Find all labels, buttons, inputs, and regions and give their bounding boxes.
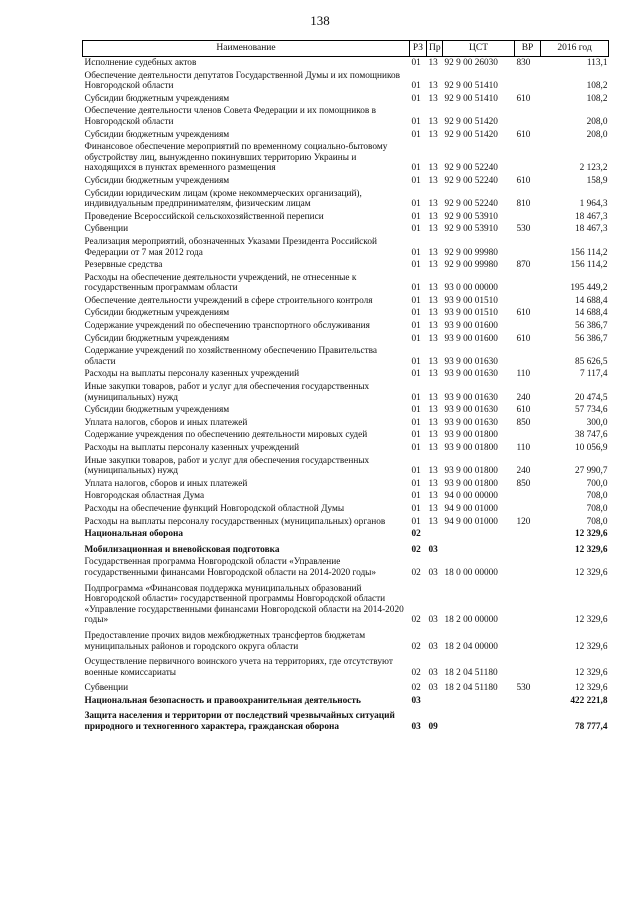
table-row [83, 478, 609, 491]
row-amount: 158,9 [586, 175, 608, 186]
row-name: Осуществление первичного воинского учета на территориях, где отсутствуют военные комиссариаты [84, 657, 393, 678]
row-name: Национальная оборона [84, 529, 183, 540]
row-vr: 240 [516, 392, 531, 403]
row-cst [443, 695, 515, 708]
row-pr: 13 [428, 333, 438, 344]
row-amount: 12 329,6 [574, 667, 608, 678]
row-vr: 850 [516, 417, 531, 428]
row-pr: 13 [428, 175, 438, 186]
row-pr: 13 [428, 163, 438, 174]
header-cst: ЦСТ [443, 41, 515, 57]
row-vr [515, 528, 541, 541]
row-cst: 93 9 00 01600 [444, 333, 498, 344]
row-pr: 13 [428, 81, 438, 92]
row-cst [443, 707, 515, 733]
row-vr: 610 [516, 129, 531, 140]
row-pr [427, 695, 443, 708]
row-amount: 57 734,6 [574, 405, 608, 416]
row-rz: 01 [411, 295, 421, 306]
row-cst: 93 9 00 01800 [444, 478, 498, 489]
row-amount: 10 056,9 [574, 443, 608, 453]
row-rz: 01 [411, 93, 421, 104]
row-name: Расходы на обеспечение функций Новгородской областной Думы [84, 503, 345, 514]
row-amount: 20 474,5 [574, 392, 608, 403]
row-amount: 422 221,8 [570, 695, 608, 706]
row-vr [515, 320, 541, 333]
row-pr: 13 [428, 491, 438, 502]
row-name: Содержание учреждений по хозяйственному обеспечению Правительства области [84, 346, 378, 367]
row-cst: 18 2 04 51180 [444, 667, 498, 678]
row-cst: 92 9 00 26030 [444, 58, 498, 68]
table-row [83, 442, 609, 455]
row-cst: 92 9 00 52240 [444, 199, 498, 210]
row-rz: 01 [411, 199, 421, 210]
table-row [83, 541, 609, 557]
row-rz: 01 [411, 516, 421, 527]
row-vr [515, 490, 541, 503]
row-vr: 870 [516, 260, 531, 271]
table-row [83, 345, 609, 368]
row-amount: 113,1 [586, 58, 608, 68]
row-cst: 93 9 00 01630 [444, 392, 498, 403]
row-cst: 93 9 00 01630 [444, 405, 498, 416]
row-amount: 12 329,6 [574, 615, 608, 626]
row-vr [515, 211, 541, 224]
row-rz: 01 [411, 175, 421, 186]
row-rz: 01 [411, 58, 421, 68]
row-pr: 13 [428, 417, 438, 428]
row-amount: 300,0 [586, 417, 608, 428]
row-cst: 92 9 00 53910 [444, 211, 498, 222]
row-name: Субсидии бюджетным учреждениям [84, 93, 230, 104]
row-pr: 03 [428, 667, 438, 678]
row-rz: 02 [411, 544, 421, 555]
table-row [83, 627, 609, 653]
row-pr: 09 [428, 722, 438, 733]
row-vr: 120 [516, 516, 531, 527]
table-row [83, 307, 609, 320]
row-vr [515, 70, 541, 93]
row-pr: 13 [428, 260, 438, 271]
row-vr: 530 [516, 683, 531, 694]
row-vr: 810 [516, 199, 531, 210]
row-amount: 14 688,4 [574, 295, 608, 306]
row-name: Расходы на выплаты персоналу государственных (муниципальных) органов [84, 516, 386, 527]
header-pr: Пр [427, 41, 443, 57]
row-vr: 110 [516, 443, 531, 453]
row-amount: 12 329,6 [574, 567, 608, 578]
row-pr: 13 [428, 295, 438, 306]
row-name: Новгородская областная Дума [84, 491, 205, 502]
row-cst: 92 9 00 52240 [444, 163, 498, 174]
row-cst: 92 9 00 99980 [444, 247, 498, 258]
table-row [83, 695, 609, 708]
row-cst: 92 9 00 52240 [444, 175, 498, 186]
row-cst: 18 0 00 00000 [444, 567, 498, 578]
row-cst: 18 2 00 00000 [444, 615, 498, 626]
row-amount: 27 990,7 [574, 466, 608, 477]
row-cst: 93 9 00 01510 [444, 308, 498, 319]
row-pr: 13 [428, 405, 438, 416]
row-vr: 610 [516, 333, 531, 344]
row-cst [443, 541, 515, 557]
row-rz: 01 [411, 308, 421, 319]
table-row [83, 580, 609, 627]
row-name: Субсидии бюджетным учреждениям [84, 333, 230, 344]
row-vr [515, 272, 541, 295]
row-name: Реализация мероприятий, обозначенных Указами Президента Российской Федерации от 7 мая 2012 года [84, 236, 377, 258]
row-name: Подпрограмма «Финансовая поддержка муниципальных образований Новгородской области» государственной программы Новгородской области «Управление государственными финансами Новгородской области на 2014-2020 годы» [84, 583, 404, 626]
budget-table [82, 40, 609, 734]
row-rz: 01 [411, 333, 421, 344]
row-pr: 13 [428, 430, 438, 441]
row-name: Обеспечение деятельности депутатов Государственной Думы и их помощников Новгородской области [84, 70, 401, 92]
row-vr [515, 345, 541, 368]
row-cst: 92 9 00 99980 [444, 260, 498, 271]
table-row [83, 259, 609, 272]
table-row [83, 320, 609, 333]
row-rz: 01 [411, 491, 421, 502]
row-vr [515, 429, 541, 442]
table-row [83, 528, 609, 541]
row-name: Расходы на выплаты персоналу казенных учреждений [84, 369, 300, 380]
row-vr [515, 141, 541, 175]
table-row [83, 653, 609, 679]
row-vr [515, 653, 541, 679]
row-amount: 12 329,6 [574, 683, 608, 694]
table-row [83, 129, 609, 142]
header-name: Наименование [83, 41, 410, 57]
row-amount: 12 329,6 [574, 529, 608, 540]
row-vr [515, 541, 541, 557]
row-rz: 01 [411, 478, 421, 489]
row-pr: 13 [428, 211, 438, 222]
row-cst: 93 9 00 01800 [444, 443, 498, 453]
row-rz: 01 [411, 369, 421, 380]
row-amount: 108,2 [586, 93, 608, 104]
row-vr [515, 556, 541, 579]
row-rz: 01 [411, 163, 421, 174]
table-row [83, 417, 609, 430]
row-pr: 13 [428, 116, 438, 127]
row-pr: 03 [428, 641, 438, 652]
row-name: Расходы на обеспечение деятельности учреждений, не отнесенные к государственным программам области [84, 272, 357, 294]
row-vr: 110 [516, 369, 531, 380]
row-amount: 156 114,2 [570, 247, 608, 258]
row-name: Обеспечение деятельности учреждений в сфере строительного контроля [84, 295, 373, 306]
row-amount: 56 386,7 [574, 333, 608, 344]
row-rz: 03 [411, 695, 421, 706]
header-rz: РЗ [410, 41, 427, 57]
row-pr: 13 [428, 369, 438, 380]
row-cst: 92 9 00 51420 [444, 129, 498, 140]
row-rz: 01 [411, 247, 421, 258]
row-amount: 56 386,7 [574, 321, 608, 332]
row-rz: 01 [411, 116, 421, 127]
row-pr: 13 [428, 308, 438, 319]
row-vr [515, 580, 541, 627]
row-name: Защита населения и территории от последствий чрезвычайных ситуаций природного и техногенного характера, гражданская оборона [84, 711, 395, 733]
row-rz: 01 [411, 417, 421, 428]
row-pr: 13 [428, 478, 438, 489]
row-rz: 03 [411, 722, 421, 733]
table-row [83, 105, 609, 128]
row-pr: 13 [428, 199, 438, 210]
row-amount: 708,0 [586, 491, 608, 502]
row-name: Национальная безопасность и правоохранительная деятельность [84, 695, 361, 706]
row-amount: 708,0 [586, 503, 608, 514]
row-rz: 01 [411, 283, 421, 294]
row-cst: 92 9 00 51410 [444, 93, 498, 104]
row-pr: 13 [428, 129, 438, 140]
row-name: Проведение Всероссийской сельскохозяйственной переписи [84, 211, 324, 222]
row-rz: 02 [411, 683, 421, 694]
row-vr [515, 695, 541, 708]
row-amount: 12 329,6 [574, 641, 608, 652]
row-rz: 01 [411, 430, 421, 441]
table-body [83, 57, 609, 734]
page-number: 138 [310, 13, 330, 28]
row-cst: 93 0 00 00000 [444, 283, 498, 294]
row-amount: 85 626,5 [574, 356, 608, 367]
row-vr [515, 707, 541, 733]
row-cst: 94 9 00 01000 [444, 516, 498, 527]
row-rz: 02 [411, 641, 421, 652]
row-name: Субсидии бюджетным учреждениям [84, 308, 230, 319]
row-rz: 01 [411, 356, 421, 367]
row-amount: 208,0 [586, 129, 608, 140]
table-row [83, 333, 609, 346]
table-row [83, 141, 609, 175]
row-cst: 93 9 00 01800 [444, 466, 498, 477]
row-name: Государственная программа Новгородской области «Управление государственными финансами Новгородской области на 2014-2020 годы» [84, 557, 377, 578]
row-cst: 93 9 00 01630 [444, 417, 498, 428]
table-row [83, 455, 609, 478]
row-vr: 240 [516, 466, 531, 477]
table-row [83, 429, 609, 442]
row-pr: 13 [428, 516, 438, 527]
row-cst: 93 9 00 01510 [444, 295, 498, 306]
row-pr: 13 [428, 93, 438, 104]
table-row [83, 211, 609, 224]
row-vr: 850 [516, 478, 531, 489]
row-vr [515, 236, 541, 259]
table-row [83, 295, 609, 308]
row-cst [443, 528, 515, 541]
row-cst: 92 9 00 51410 [444, 81, 498, 92]
row-vr: 610 [516, 175, 531, 186]
row-rz: 01 [411, 392, 421, 403]
row-rz: 01 [411, 129, 421, 140]
row-rz: 02 [411, 667, 421, 678]
row-name: Содержание учреждения по обеспечению деятельности мировых судей [84, 430, 368, 441]
row-rz: 01 [411, 260, 421, 271]
row-cst: 93 9 00 01800 [444, 430, 498, 441]
row-rz: 01 [411, 443, 421, 453]
row-vr [515, 105, 541, 128]
row-name: Иные закупки товаров, работ и услуг для обеспечения государственных (муниципальных) нужд [84, 455, 370, 477]
table-row [83, 175, 609, 188]
table-row [83, 707, 609, 733]
table-row [83, 556, 609, 579]
row-cst: 18 2 04 00000 [444, 641, 498, 652]
table-row [83, 236, 609, 259]
row-cst: 92 9 00 53910 [444, 224, 498, 235]
table-row [83, 516, 609, 529]
row-rz: 01 [411, 224, 421, 235]
row-vr [515, 627, 541, 653]
row-amount: 38 747,6 [574, 430, 608, 441]
table-row [83, 57, 609, 70]
row-rz: 01 [411, 405, 421, 416]
row-amount: 195 449,2 [570, 283, 608, 294]
row-amount: 208,0 [586, 116, 608, 127]
table-header-row [83, 41, 609, 57]
row-vr: 610 [516, 405, 531, 416]
row-name: Исполнение судебных актов [84, 58, 197, 68]
row-rz: 02 [411, 567, 421, 578]
row-amount: 1 964,3 [579, 199, 608, 210]
table-row [83, 93, 609, 106]
row-pr: 13 [428, 224, 438, 235]
row-vr: 530 [516, 224, 531, 235]
table-row [83, 223, 609, 236]
row-pr: 13 [428, 283, 438, 294]
row-name: Уплата налогов, сборов и иных платежей [84, 417, 248, 428]
row-name: Уплата налогов, сборов и иных платежей [84, 478, 248, 489]
table-row [83, 381, 609, 404]
row-pr: 13 [428, 392, 438, 403]
row-name: Субсидии бюджетным учреждениям [84, 175, 230, 186]
row-pr: 13 [428, 247, 438, 258]
row-cst: 18 2 04 51180 [444, 683, 498, 694]
row-rz: 01 [411, 81, 421, 92]
row-amount: 108,2 [586, 81, 608, 92]
row-pr [427, 528, 443, 541]
row-rz: 01 [411, 466, 421, 477]
row-pr: 13 [428, 321, 438, 332]
row-cst: 94 0 00 00000 [444, 491, 498, 502]
row-amount: 18 467,3 [574, 211, 608, 222]
row-cst: 92 9 00 51420 [444, 116, 498, 127]
row-amount: 708,0 [586, 516, 608, 527]
row-pr: 13 [428, 466, 438, 477]
row-name: Предоставление прочих видов межбюджетных трансфертов бюджетам муниципальных районов и городского округа области [84, 630, 366, 652]
row-cst: 93 9 00 01600 [444, 321, 498, 332]
row-rz: 01 [411, 503, 421, 514]
row-amount: 14 688,4 [574, 308, 608, 319]
row-vr [515, 295, 541, 308]
row-pr: 13 [428, 503, 438, 514]
row-pr: 03 [428, 567, 438, 578]
row-name: Субсидии бюджетным учреждениям [84, 405, 230, 416]
row-pr: 13 [428, 356, 438, 367]
row-name: Резервные средства [84, 260, 163, 271]
row-pr: 03 [428, 615, 438, 626]
row-amount: 7 117,4 [579, 369, 608, 380]
row-name: Иные закупки товаров, работ и услуг для обеспечения государственных (муниципальных) нужд [84, 382, 370, 403]
table-row [83, 679, 609, 695]
table-row [83, 272, 609, 295]
row-cst: 94 9 00 01000 [444, 503, 498, 514]
table-row [83, 490, 609, 503]
row-name: Мобилизационная и вневойсковая подготовка [84, 544, 280, 555]
row-name: Финансовое обеспечение мероприятий по временному социально-бытовому обустройству лиц, вынужденно покинувших территорию Украины и находящихся в пунктах временного размещения [84, 142, 388, 174]
row-vr [515, 503, 541, 516]
row-name: Содержание учреждений по обеспечению транспортного обслуживания [84, 321, 370, 332]
row-amount: 156 114,2 [570, 260, 608, 271]
row-rz: 02 [411, 615, 421, 626]
table-row [83, 404, 609, 417]
row-cst: 93 9 00 01630 [444, 356, 498, 367]
table-row [83, 503, 609, 516]
row-cst: 93 9 00 01630 [444, 369, 498, 380]
row-vr: 830 [516, 58, 531, 68]
row-rz: 01 [411, 321, 421, 332]
row-name: Субвенции [84, 224, 129, 235]
row-amount: 12 329,6 [574, 544, 608, 555]
row-amount: 2 123,2 [579, 163, 608, 174]
row-name: Расходы на выплаты персоналу казенных учреждений [84, 443, 300, 453]
row-pr: 13 [428, 58, 438, 68]
row-pr: 03 [428, 683, 438, 694]
row-pr: 03 [428, 544, 438, 555]
row-pr: 13 [428, 443, 438, 453]
row-name: Субсидии бюджетным учреждениям [84, 129, 230, 140]
row-rz: 02 [411, 529, 421, 540]
table-row [83, 188, 609, 211]
row-name: Обеспечение деятельности членов Совета Федерации и их помощников в Новгородской области [84, 106, 377, 127]
row-amount: 18 467,3 [574, 224, 608, 235]
header-vr: ВР [515, 41, 541, 57]
table-row [83, 368, 609, 381]
row-vr: 610 [516, 93, 531, 104]
row-name: Субсидии юридическим лицам (кроме некоммерческих организаций), индивидуальным предпринимателям, физическим лицам [84, 188, 362, 210]
header-year: 2016 год [541, 41, 609, 57]
row-amount: 700,0 [586, 478, 608, 489]
row-name: Субвенции [84, 683, 129, 694]
row-vr: 610 [516, 308, 531, 319]
table-row [83, 70, 609, 93]
row-rz: 01 [411, 211, 421, 222]
row-amount: 78 777,4 [574, 722, 608, 733]
